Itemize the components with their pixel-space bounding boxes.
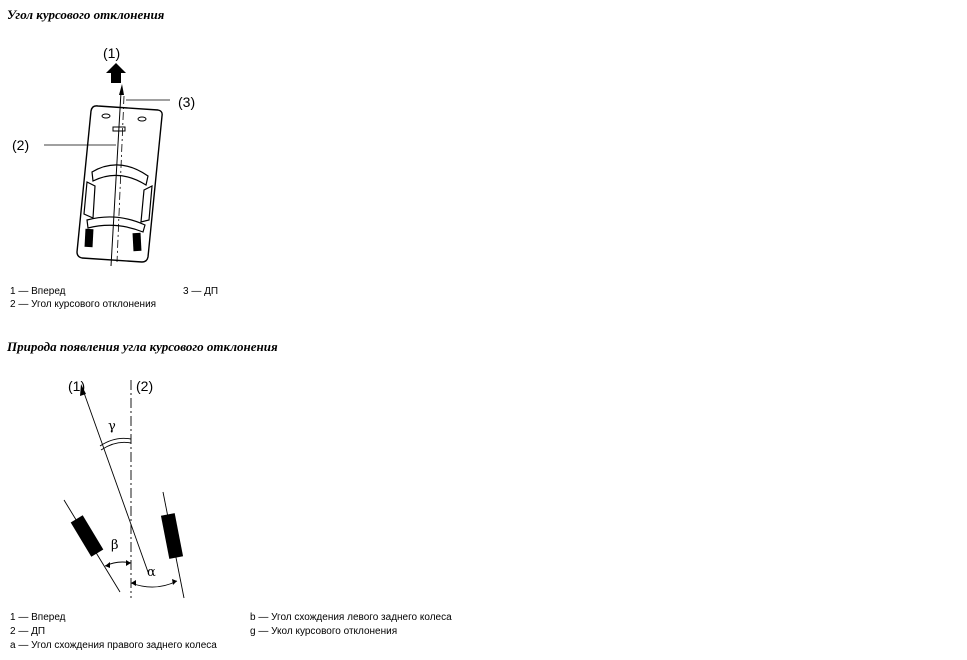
legend2-item-a: a — Угол схождения правого заднего колеса bbox=[10, 640, 217, 651]
rear-wheel-left bbox=[85, 229, 94, 247]
legend1-item-2: 2 — Угол курсового отклонения bbox=[10, 299, 157, 310]
legend2-item-g: g — Укол курсового отклонения bbox=[250, 626, 398, 637]
front-light-left bbox=[102, 114, 110, 118]
thrust-line bbox=[111, 92, 121, 266]
diagram2-label-1: (1) bbox=[68, 378, 86, 394]
beta-label: β bbox=[111, 538, 119, 553]
center-line bbox=[117, 96, 124, 262]
right-window bbox=[141, 186, 152, 222]
thrust-arrowhead bbox=[119, 84, 124, 95]
diagram2-label-2: (2) bbox=[136, 378, 154, 394]
rear-wheel-right bbox=[133, 233, 142, 251]
toe-angle-diagram bbox=[0, 360, 260, 620]
legend1-item-3: 3 — ДП bbox=[183, 286, 219, 297]
forward-arrow-icon bbox=[106, 63, 126, 83]
section2-heading: Природа появления угла курсового отклонения bbox=[7, 339, 278, 354]
front-light-right bbox=[138, 117, 146, 121]
left-window bbox=[84, 182, 95, 218]
rear-wheel-right-2 bbox=[161, 513, 183, 559]
gamma-arc-inner bbox=[101, 442, 131, 450]
legend2-item-2: 2 — ДП bbox=[10, 626, 46, 637]
rear-window bbox=[87, 217, 145, 232]
alpha-label: α bbox=[147, 565, 156, 580]
car-thrust-angle-diagram bbox=[0, 0, 260, 280]
diagram1-label-3: (3) bbox=[178, 94, 196, 110]
rear-wheel-left-2 bbox=[71, 515, 104, 556]
diagram1-label-2: (2) bbox=[12, 137, 30, 153]
diagram1-label-1: (1) bbox=[103, 45, 121, 61]
section1-heading: Угол курсового отклонения bbox=[7, 7, 165, 22]
legend2-item-b: b — Угол схождения левого заднего колеса bbox=[250, 612, 452, 623]
alpha-arc bbox=[131, 581, 177, 587]
gamma-label: γ bbox=[108, 419, 116, 434]
legend2-item-1: 1 — Вперед bbox=[10, 612, 66, 623]
legend1-item-1: 1 — Вперед bbox=[10, 286, 66, 297]
